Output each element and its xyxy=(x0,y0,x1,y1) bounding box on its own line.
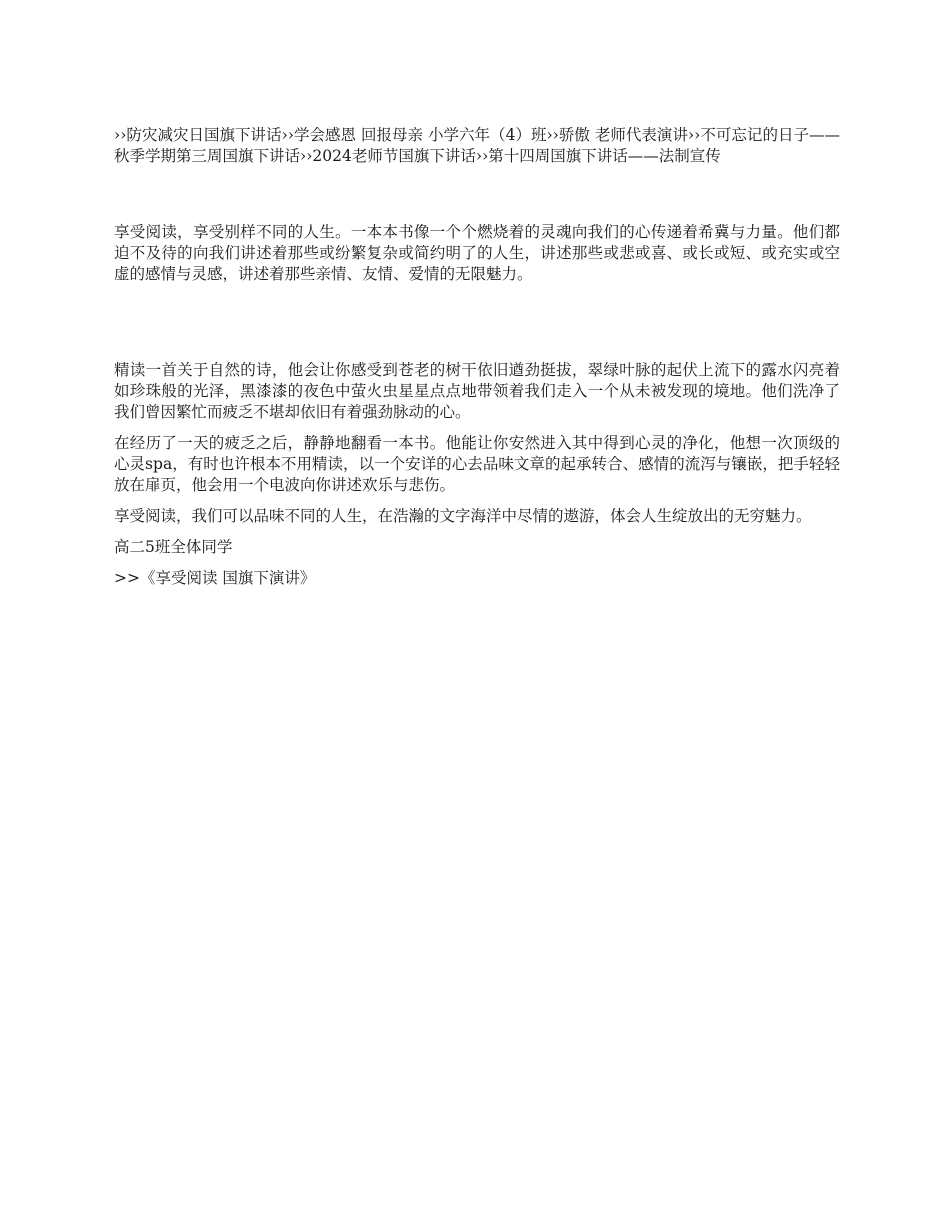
related-link-2[interactable]: ››学会感恩 回报母亲 小学六年（4）班 xyxy=(281,126,547,144)
related-link-6[interactable]: ››第十四周国旗下讲话——法制宣传 xyxy=(475,147,721,165)
footer-link[interactable]: >>《享受阅读 国旗下演讲》 xyxy=(114,569,316,587)
related-link-3[interactable]: ››骄傲 老师代表演讲 xyxy=(546,126,688,144)
footer-link-line xyxy=(114,568,840,589)
related-links xyxy=(114,125,840,167)
related-link-5[interactable]: ››2024老师节国旗下讲话 xyxy=(300,147,476,165)
signature: 高二5班全体同学 xyxy=(114,538,233,556)
related-link-4[interactable]: ››不可忘记的日子—— 秋季学期第三周国旗下讲话 xyxy=(114,126,840,165)
related-link-1[interactable]: ››防灾减灾日国旗下讲话 xyxy=(114,126,282,144)
conclusion-paragraph: 享受阅读，我们可以品味不同的人生，在浩瀚的文字海洋中尽情的遨游，体会人生绽放出的无穷魅力。 xyxy=(114,507,812,525)
document-page xyxy=(114,125,840,589)
intro-paragraph: 享受阅读，享受别样不同的人生。一本本书像一个个燃烧着的灵魂向我们的心传递着希冀与力量。他们都迫不及待的向我们讲述着那些或纷繁复杂或简约明了的人生，讲述那些或悲或喜、或长或短、或充实或空虚的感情与灵感，讲述着那些亲情、友情、爱情的无限魅力。 xyxy=(114,223,840,283)
evening-reading-paragraph: 在经历了一天的疲乏之后，静静地翻看一本书。他能让你安然进入其中得到心灵的净化，他想一次顶级的心灵spa，有时也许根本不用精读，以一个安详的心去品味文章的起承转合、感情的流泻与镶嵌，把手轻轻放在扉页，他会用一个电波向你讲述欢乐与悲伤。 xyxy=(114,434,840,494)
nature-poem-paragraph: 精读一首关于自然的诗，他会让你感受到苍老的树干依旧遒劲挺拔，翠绿叶脉的起伏上流下的露水闪亮着如珍珠般的光泽，黑漆漆的夜色中萤火虫星星点点地带领着我们走入一个从未被发现的境地。他们洗净了我们曾因繁忙而疲乏不堪却依旧有着强劲脉动的心。 xyxy=(114,361,840,421)
